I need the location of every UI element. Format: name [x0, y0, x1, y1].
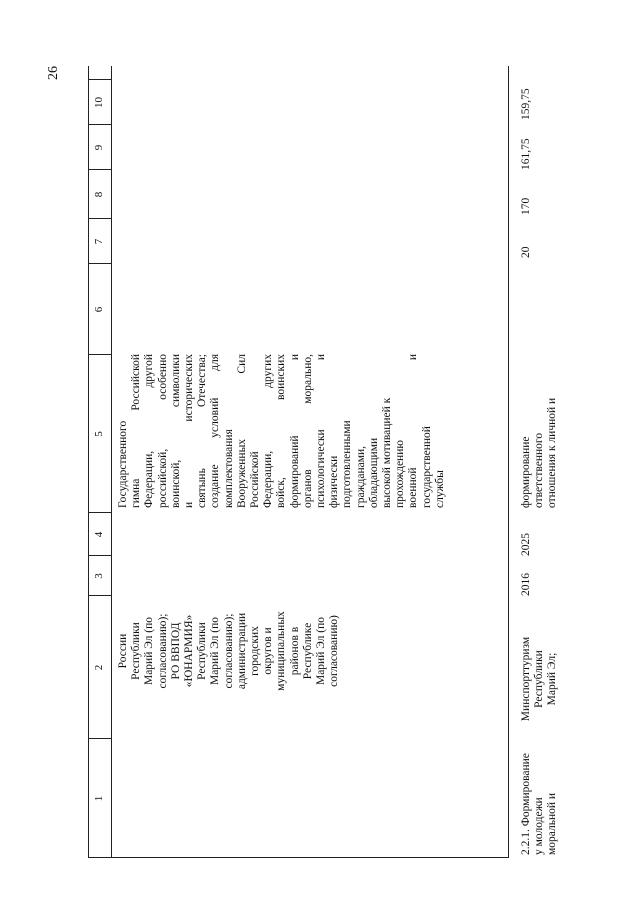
header-num-5: 5 [93, 431, 105, 437]
text-line: ответственного [533, 432, 546, 508]
text-line: Республике [301, 622, 314, 680]
table-bottom-rule [508, 66, 509, 858]
row-221-col8-value: 170 [520, 197, 532, 215]
text-line: Республики [533, 650, 546, 708]
text-line: воинской, символики [169, 354, 182, 508]
page-number: 26 [46, 66, 61, 80]
row-221-start-year: 2016 [520, 573, 532, 596]
continued-col5-text [117, 354, 447, 508]
row-221-col7-value: 20 [520, 246, 532, 258]
text-line: и исторических [183, 354, 196, 508]
row-221-col9-value: 161,75 [520, 138, 532, 170]
text-line: согласованию); [156, 613, 169, 689]
text-line: у молодежи [533, 797, 546, 855]
text-line: Российской [249, 451, 262, 508]
text-line: службы [433, 470, 446, 508]
text-line: округов и [262, 627, 275, 675]
text-line: психологически и [315, 354, 328, 508]
text-line: Федерации, другой [143, 354, 156, 508]
text-line: России [117, 633, 129, 669]
header-num-8: 8 [93, 191, 105, 198]
text-line: Федерации, других [262, 354, 275, 508]
text-line: РО ВВПОД [169, 622, 182, 680]
text-line: согласованию) [328, 615, 341, 687]
header-bottom-rule [111, 66, 112, 858]
text-line: формирований и [288, 354, 301, 508]
text-line: подготовленными [341, 420, 354, 508]
row-221-end-year: 2025 [520, 533, 532, 556]
text-line: гимна Российской [130, 354, 143, 508]
text-line: государственной [420, 426, 433, 508]
col-border-left [88, 857, 508, 858]
row-221-col1 [520, 739, 560, 855]
header-num-9: 9 [93, 144, 105, 151]
continued-col2-text [117, 596, 341, 706]
text-line: войск, воинских [275, 354, 288, 508]
text-line: отношения к личной и [546, 397, 559, 508]
text-line: святынь Отечества; [196, 354, 209, 508]
header-num-10: 10 [93, 97, 105, 108]
text-line: Марий Эл (по [209, 616, 222, 686]
row-221-col5 [520, 354, 560, 508]
text-line: высокой мотивацией к [381, 397, 394, 508]
text-line: создание условий для [209, 354, 222, 508]
row-221-col2 [520, 624, 560, 734]
text-line: Марий Эл (по [315, 616, 328, 686]
text-line: 2.2.1. Формирование [520, 753, 532, 855]
header-num-2: 2 [93, 664, 105, 671]
text-line: обладающими [367, 437, 380, 508]
header-num-4: 4 [93, 531, 105, 538]
rotated-table [88, 66, 559, 858]
text-line: Марий Эл; [546, 652, 559, 706]
text-line: Республики [196, 622, 209, 680]
text-line: Марий Эл (по [143, 616, 156, 686]
text-line: моральной и [546, 792, 559, 855]
text-line: военной и [407, 354, 420, 508]
text-line: формирование [520, 436, 532, 508]
text-line: Минспорттуризм [520, 636, 532, 722]
row-221-col10-value: 159,75 [520, 88, 532, 120]
header-num-3: 3 [93, 573, 105, 579]
header-num-6: 6 [93, 306, 105, 313]
text-line: муниципальных [275, 611, 288, 691]
text-line: согласованию); [222, 613, 235, 689]
text-line: городских [249, 626, 262, 676]
text-line: гражданами, [354, 445, 367, 508]
text-line: администрации [235, 612, 248, 690]
text-line: прохождению [394, 440, 407, 508]
text-line: «ЮНАРМИЯ» [183, 614, 196, 688]
text-line: физически [328, 455, 341, 508]
text-line: комплектования [222, 429, 235, 508]
header-num-7: 7 [93, 238, 105, 245]
text-line: районов в [288, 626, 301, 676]
text-line: российской, особенно [156, 354, 169, 508]
text-line: Вооруженных Сил [235, 354, 248, 508]
text-line: Государственного [117, 420, 129, 508]
text-line: Республики [130, 622, 143, 680]
text-line: органов морально, [301, 354, 314, 508]
header-num-1: 1 [93, 795, 105, 802]
